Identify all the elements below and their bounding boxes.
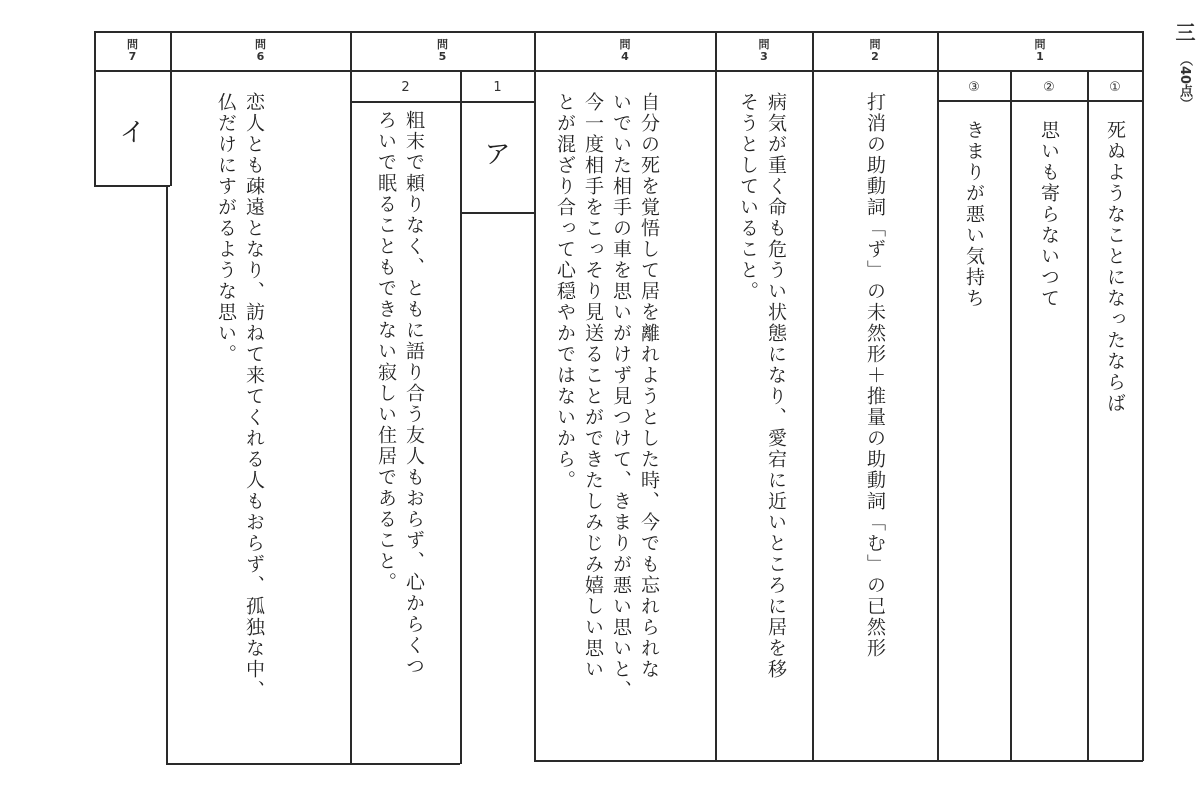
answer-q1-3: きまりが悪い気持ち [963,120,985,309]
answer-q7: イ [119,117,146,148]
divider-q2-q1 [937,31,939,761]
header-q5 [351,33,534,69]
q5-1-box-bottom [460,212,534,214]
header-q6 [171,33,350,69]
answer-q4: 自分の死を覚悟して居を離れようとした時、今でも忘れられな いでいた相手の車を思いがけず見つけて、きまりが悪い思いと、 今一度相手をこっそり見送ることができたしみじみ嬉しい思い とが混ざり合って心穏やかではないから。 [554,92,660,701]
answer-q3: 病気が重く命も危うい状態になり、愛宕に近いところに居を移 そうとしていること。 [737,92,787,680]
header-q2-num: 2 [871,50,879,63]
subheader-q5-2: 2 [401,80,410,95]
header-q3 [716,33,812,69]
header-q5-num: 5 [438,50,447,63]
sub-header-border-q1 [937,100,1143,102]
subheader-q5-1: 1 [493,80,502,95]
q7-box-bottom [94,185,170,187]
section-number: 三 [1172,22,1196,42]
answer-q5-1: ア [484,139,511,170]
divider-q5-q4 [534,31,536,761]
answer-q6: 恋人とも疎遠となり、訪ねて来てくれる人もおらず、孤独な中、 仏だけにすがるような思い。 [215,92,265,701]
header-q5-kanji: 問 [437,38,448,51]
header-q1 [938,33,1142,69]
q6-q5-bottom-border [166,763,460,765]
header-q3-num: 3 [760,50,768,63]
divider-q1-2-q1-1 [1087,70,1089,761]
header-q4-num: 4 [621,50,629,63]
subheader-q1-2: ② [1043,80,1055,95]
divider-q6-q5 [350,31,352,764]
header-q1-kanji: 問 [1034,38,1046,51]
section-label [1170,22,1199,110]
header-q7-kanji: 問 [127,38,138,51]
answer-q1-2: 思いも寄らないつて [1038,120,1060,309]
answer-q5-2: 粗末で頼りなく、ともに語り合う友人もおらず、心からくつ ろいで眠ることもできない寂しい住居であること。 [375,110,425,677]
header-q6-kanji: 問 [255,38,266,51]
subheader-q1-3: ③ [968,80,980,95]
subheader-q1-1: ① [1109,80,1121,95]
header-q7 [95,33,170,69]
divider-q1-3-q1-2 [1010,70,1012,761]
header-q6-num: 6 [256,50,265,63]
answer-q1-1: 死ぬようなことになったならば [1104,120,1126,414]
header-q3-kanji: 問 [758,38,770,51]
divider-q4-q3 [715,31,717,761]
header-q4-kanji: 問 [619,38,631,51]
q6-left-border [166,185,168,764]
header-q2 [813,33,937,69]
header-q4 [535,33,715,69]
section-points: （40点） [1177,52,1192,110]
header-q1-num: 1 [1036,50,1044,63]
header-bottom-border [94,70,1143,72]
sub-header-border-q5 [350,101,534,103]
answer-q2: 打消の助動詞「ず」の未然形＋推量の助動詞「む」の已然形 [864,92,886,659]
header-q7-num: 7 [128,50,137,63]
table-right-border [1142,31,1144,761]
header-q2-kanji: 問 [869,38,881,51]
divider-q3-q2 [812,31,814,761]
divider-q5-2-q5-1 [460,70,462,764]
q4-q1-bottom-border [534,760,1143,762]
